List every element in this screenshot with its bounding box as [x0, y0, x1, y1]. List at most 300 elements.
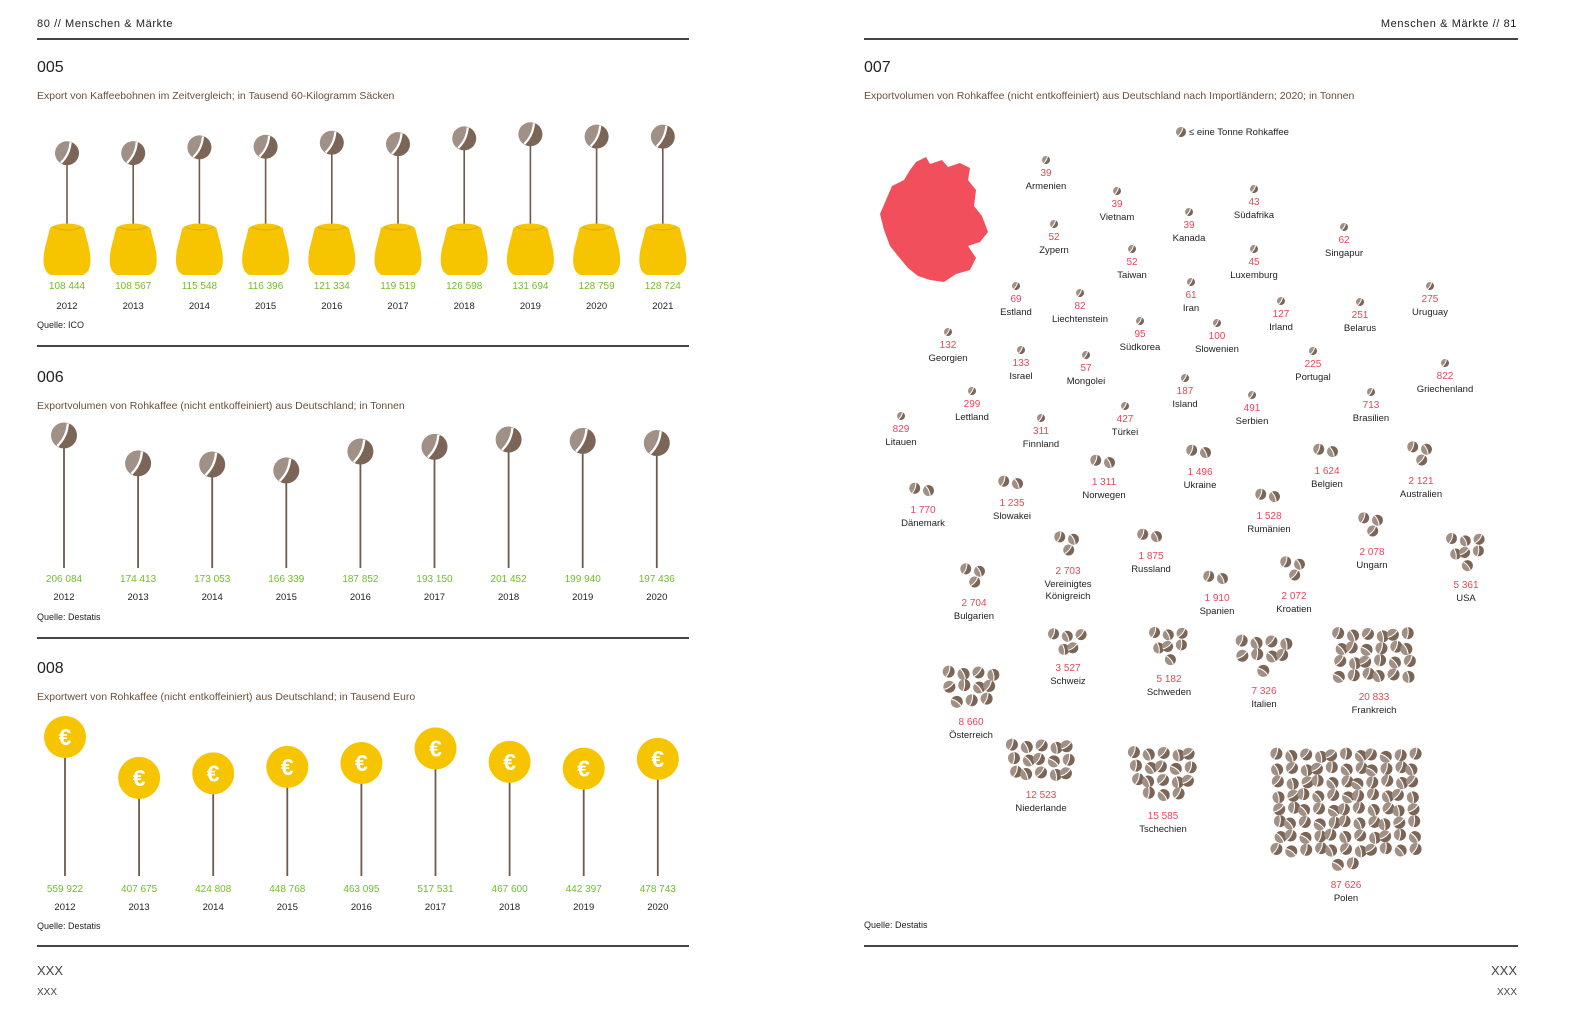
- legend-bean-icon: [1174, 125, 1188, 139]
- coffee-bean-icon: [1401, 627, 1414, 640]
- country-name: Estland: [1000, 307, 1032, 318]
- country-value: 2 072: [1281, 591, 1307, 603]
- country-name: Belgien: [1311, 479, 1343, 491]
- year-label: 2020: [586, 301, 608, 312]
- country-marker: [1249, 244, 1260, 255]
- country-name: Griechenland: [1416, 384, 1474, 395]
- country-marker: [1075, 288, 1086, 299]
- year-label: 2020: [646, 592, 668, 603]
- country-marker: [1355, 297, 1366, 308]
- value-label: 478 743: [639, 884, 676, 895]
- coffee-bean-icon: [1049, 219, 1060, 230]
- coffee-bean-icon: [1471, 532, 1486, 547]
- coffee-bean-icon: [1081, 350, 1092, 361]
- coffee-bean-icon: [967, 386, 978, 397]
- value-label: 166 339: [268, 574, 305, 585]
- coffee-bean-icon: [1053, 530, 1067, 544]
- coffee-bean-icon: [1036, 413, 1047, 424]
- coffee-bean-icon: [269, 453, 304, 488]
- coffee-bean-icon: [1269, 773, 1286, 790]
- coffee-bean-icon: [1374, 641, 1389, 656]
- country-name: Frankreich: [1351, 704, 1397, 716]
- country-value: 100: [1208, 331, 1226, 342]
- svg-text:€: €: [355, 750, 368, 777]
- country-marker: [959, 562, 987, 590]
- coffee-bean-icon: [581, 121, 613, 153]
- year-label: 2012: [54, 902, 76, 913]
- coffee-bean-icon: [1406, 440, 1420, 454]
- country-name: Vietnam: [1099, 212, 1135, 223]
- coffee-bean-icon: [1149, 529, 1164, 544]
- section-subtitle-005: Export von Kaffeebohnen im Zeitvergleich; in Tausend 60-Kilogramm Säcken: [37, 90, 395, 102]
- year-label: 2017: [387, 301, 409, 312]
- coffee-bean-icon: [1155, 771, 1172, 788]
- coffee-bean-icon: [941, 678, 958, 695]
- coffee-bean-icon: [958, 679, 971, 692]
- country-marker: [1136, 527, 1164, 544]
- country-name: Dänemark: [901, 518, 945, 530]
- country-value: 829: [892, 424, 910, 435]
- source-008: Quelle: Destatis: [37, 921, 101, 931]
- country-marker: [1089, 453, 1117, 470]
- coffee-bean-icon: [1174, 626, 1189, 641]
- coffee-bean-icon: [1332, 652, 1349, 669]
- coffee-bean-icon: [1279, 637, 1293, 651]
- country-value: 187: [1176, 386, 1194, 397]
- country-marker: [1308, 346, 1319, 357]
- coffee-bean-icon: [908, 481, 922, 495]
- coffee-bean-icon: [1046, 627, 1060, 641]
- coffee-bean-icon: [1402, 653, 1418, 669]
- country-value: 311: [1033, 426, 1049, 437]
- country-marker: [1440, 358, 1451, 369]
- coffee-bean-icon: [1419, 442, 1434, 457]
- coffee-bean-icon: [1308, 346, 1319, 357]
- section-subtitle-007: Exportvolumen von Rohkaffee (nicht entkoffeiniert) aus Deutschland nach Importländern; 2020; in Tonnen: [864, 90, 1355, 102]
- coffee-sack-icon: [639, 224, 686, 276]
- coffee-bean-icon: [1283, 843, 1300, 860]
- year-label: 2021: [652, 301, 674, 312]
- value-label: 108 444: [48, 281, 86, 292]
- coffee-sack-icon: [573, 224, 620, 276]
- coffee-bean-icon: [250, 131, 282, 163]
- country-name: Spanien: [1199, 606, 1235, 618]
- coffee-sack-icon: [176, 224, 223, 276]
- country-marker: [1004, 737, 1076, 782]
- country-value: 491: [1243, 403, 1261, 414]
- coffee-bean-icon: [1297, 829, 1314, 846]
- country-value: 82: [1074, 301, 1086, 312]
- coffee-bean-icon: [1007, 752, 1020, 765]
- coffee-bean-icon: [896, 411, 907, 422]
- country-name: Slowenien: [1195, 344, 1239, 355]
- country-name: Russland: [1131, 564, 1171, 576]
- value-label: 173 053: [194, 574, 231, 585]
- country-name: Lettland: [955, 412, 989, 423]
- year-label: 2014: [201, 592, 223, 603]
- coffee-bean-icon: [47, 418, 82, 453]
- coffee-bean-icon: [1263, 633, 1280, 650]
- country-value: 45: [1248, 257, 1260, 268]
- country-marker: [1011, 281, 1022, 292]
- coffee-bean-icon: [117, 137, 149, 169]
- country-marker: [1234, 633, 1293, 679]
- country-marker: [1254, 487, 1282, 504]
- value-label: 201 452: [490, 574, 527, 585]
- country-marker: [1127, 244, 1138, 255]
- coffee-bean-icon: [1251, 648, 1264, 661]
- country-marker: [1053, 530, 1081, 558]
- footer-right-sub: XXX: [1496, 987, 1517, 998]
- source-006: Quelle: Destatis: [37, 612, 101, 622]
- country-name: Taiwan: [1117, 270, 1147, 281]
- year-label: 2018: [498, 592, 520, 603]
- value-label: 448 768: [269, 884, 306, 895]
- country-value: 95: [1134, 329, 1146, 340]
- country-value: 52: [1126, 257, 1138, 268]
- coffee-bean-icon: [1345, 856, 1360, 871]
- country-value: 69: [1010, 294, 1022, 305]
- coffee-bean-icon: [1379, 842, 1392, 855]
- year-label: 2013: [122, 301, 144, 312]
- year-label: 2015: [276, 902, 298, 913]
- coffee-bean-icon: [1393, 828, 1406, 841]
- country-name: Zypern: [1039, 245, 1069, 256]
- country-value: 61: [1185, 290, 1197, 301]
- coffee-bean-icon: [1440, 358, 1451, 369]
- coffee-bean-icon: [1460, 558, 1475, 573]
- coffee-sack-icon: [308, 224, 355, 276]
- value-label: 128 724: [644, 281, 681, 292]
- coffee-bean-icon: [1405, 801, 1422, 818]
- year-label: 2018: [453, 301, 475, 312]
- country-marker: [1046, 627, 1088, 656]
- coffee-bean-icon: [1041, 155, 1052, 166]
- svg-text:€: €: [503, 748, 516, 775]
- country-name: Niederlande: [1015, 802, 1067, 814]
- coffee-bean-icon: [1186, 277, 1197, 288]
- country-value: 12 523: [1025, 789, 1057, 801]
- country-value: 2 121: [1408, 476, 1434, 488]
- country-value: 2 704: [961, 598, 987, 610]
- coffee-bean-icon: [1330, 625, 1345, 640]
- country-name: Südafrika: [1233, 210, 1275, 221]
- coffee-bean-icon: [1312, 442, 1326, 456]
- chart-008: [0, 710, 700, 882]
- coffee-bean-icon: [1425, 281, 1436, 292]
- value-label: 463 095: [343, 884, 380, 895]
- coffee-bean-icon: [1311, 816, 1328, 833]
- coffee-bean-icon: [1212, 318, 1223, 329]
- coffee-bean-icon: [1298, 746, 1315, 763]
- coffee-sack-icon: [507, 224, 554, 276]
- coffee-bean-icon: [640, 426, 675, 461]
- value-label: 424 808: [195, 884, 232, 895]
- coffee-bean-icon: [1255, 662, 1272, 679]
- coffee-bean-icon: [448, 122, 480, 154]
- coffee-bean-icon: [1283, 748, 1299, 764]
- year-label: 2019: [519, 301, 541, 312]
- year-label: 2017: [424, 902, 447, 913]
- country-value: 5 361: [1453, 580, 1479, 592]
- coffee-bean-icon: [1127, 244, 1138, 255]
- section-number-008: 008: [37, 660, 64, 677]
- value-label: 442 397: [565, 884, 602, 895]
- coffee-bean-icon: [514, 118, 546, 150]
- euro-coin-icon: [266, 746, 308, 788]
- value-label: 116 396: [247, 281, 284, 292]
- country-name: Mongolei: [1066, 376, 1106, 387]
- country-value: 3 527: [1055, 663, 1081, 675]
- country-value: 62: [1338, 235, 1350, 246]
- country-value: 8 660: [958, 716, 984, 728]
- coffee-bean-icon: [1311, 800, 1327, 816]
- euro-coin-icon: [340, 742, 382, 784]
- coffee-bean-icon: [1299, 842, 1314, 857]
- coffee-bean-icon: [1393, 748, 1408, 763]
- country-value: 127: [1272, 309, 1290, 320]
- country-value: 132: [939, 340, 957, 351]
- country-name: Polen: [1333, 892, 1359, 904]
- country-name: Island: [1172, 399, 1198, 410]
- coffee-bean-icon: [1102, 455, 1117, 470]
- coffee-bean-icon: [1366, 387, 1377, 398]
- country-name: Iran: [1182, 303, 1200, 314]
- country-value: 1 528: [1256, 511, 1282, 523]
- coffee-bean-icon: [1129, 759, 1142, 772]
- coffee-bean-icon: [1155, 744, 1172, 761]
- coffee-bean-icon: [1472, 545, 1484, 557]
- value-label: 126 598: [446, 281, 483, 292]
- section-rule-008: [37, 945, 689, 947]
- country-name: Finnland: [1022, 439, 1060, 450]
- coffee-bean-icon: [1355, 297, 1366, 308]
- value-label: 131 694: [512, 281, 549, 292]
- country-marker: [1366, 387, 1377, 398]
- year-label: 2012: [56, 301, 78, 312]
- coffee-bean-icon: [1198, 445, 1213, 460]
- coffee-bean-icon: [1155, 787, 1172, 804]
- year-label: 2016: [350, 902, 372, 913]
- header-rule-left: [37, 38, 689, 40]
- country-value: 1 770: [910, 505, 936, 517]
- value-label: 199 940: [564, 574, 601, 585]
- coffee-bean-icon: [1325, 761, 1338, 774]
- coffee-bean-icon: [1330, 668, 1347, 685]
- coffee-bean-icon: [1406, 790, 1420, 804]
- coffee-bean-icon: [1444, 531, 1458, 545]
- value-label: 467 600: [491, 884, 528, 895]
- coffee-bean-icon: [1061, 752, 1076, 767]
- country-marker: [1081, 350, 1092, 361]
- country-name: Kroatien: [1276, 604, 1312, 616]
- source-007: Quelle: Destatis: [864, 920, 928, 930]
- country-value: 57: [1080, 363, 1092, 374]
- coffee-bean-icon: [183, 131, 215, 163]
- country-name: Brasilien: [1352, 413, 1390, 424]
- coffee-bean-icon: [1292, 557, 1307, 572]
- year-label: 2020: [647, 902, 669, 913]
- coffee-sack-icon: [110, 224, 157, 276]
- coffee-bean-icon: [964, 693, 979, 708]
- year-label: 2014: [202, 902, 224, 913]
- country-name: Armenien: [1025, 181, 1067, 192]
- coffee-bean-icon: [1339, 222, 1350, 233]
- coffee-bean-icon: [948, 693, 965, 710]
- coffee-bean-icon: [1297, 814, 1313, 830]
- legend-label: ≤ eine Tonne Rohkaffee: [1189, 127, 1289, 138]
- coffee-bean-icon: [1089, 453, 1103, 467]
- source-005: Quelle: ICO: [37, 320, 85, 330]
- country-name: Luxemburg: [1230, 270, 1278, 281]
- coffee-bean-icon: [1011, 281, 1022, 292]
- coffee-bean-icon: [1286, 777, 1300, 791]
- coffee-sack-icon: [44, 224, 91, 276]
- country-value: 5 182: [1156, 674, 1182, 686]
- coffee-bean-icon: [1408, 815, 1421, 828]
- country-marker: [1202, 569, 1230, 586]
- coffee-bean-icon: [1352, 827, 1369, 844]
- value-label: 115 548: [181, 281, 218, 292]
- coffee-bean-icon: [1310, 788, 1327, 805]
- coffee-bean-icon: [1272, 790, 1286, 804]
- value-label: 121 334: [313, 281, 350, 292]
- coffee-bean-icon: [1183, 760, 1198, 775]
- country-marker: [1180, 373, 1191, 384]
- country-name: Schweden: [1146, 687, 1192, 699]
- coffee-bean-icon: [1407, 841, 1423, 857]
- coffee-bean-icon: [1234, 647, 1251, 664]
- country-marker: [1112, 186, 1123, 197]
- coffee-bean-icon: [1135, 316, 1146, 327]
- coffee-bean-icon: [1269, 762, 1285, 778]
- country-marker: [908, 481, 936, 498]
- coffee-bean-icon: [1247, 390, 1258, 401]
- country-value: 2 078: [1359, 547, 1385, 559]
- country-name: Portugal: [1295, 372, 1331, 383]
- coffee-sack-icon: [441, 224, 488, 276]
- country-value: 251: [1351, 310, 1369, 321]
- coffee-bean-icon: [1136, 527, 1150, 541]
- country-marker: [1186, 277, 1197, 288]
- coffee-bean-icon: [1276, 296, 1287, 307]
- country-value: 43: [1248, 197, 1260, 208]
- coffee-bean-icon: [1269, 746, 1284, 761]
- coffee-bean-icon: [1284, 759, 1301, 776]
- section-number-007: 007: [864, 59, 891, 76]
- coffee-bean-icon: [647, 121, 679, 153]
- svg-text:€: €: [429, 735, 442, 762]
- coffee-bean-icon: [1163, 652, 1178, 667]
- country-value: 15 585: [1147, 810, 1179, 822]
- coffee-bean-icon: [979, 691, 994, 706]
- country-marker: [1268, 746, 1424, 873]
- coffee-bean-icon: [1386, 654, 1403, 671]
- coffee-bean-icon: [1408, 746, 1423, 761]
- coffee-bean-icon: [1170, 785, 1186, 801]
- coffee-bean-icon: [1359, 625, 1376, 642]
- coffee-bean-icon: [1126, 744, 1141, 759]
- country-marker: [1312, 442, 1340, 459]
- coffee-bean-icon: [1366, 802, 1382, 818]
- coffee-bean-icon: [1175, 639, 1187, 651]
- country-marker: [997, 474, 1025, 491]
- country-name: Georgien: [928, 353, 968, 364]
- euro-coin-icon: [44, 716, 86, 758]
- coffee-bean-icon: [1339, 747, 1352, 760]
- value-label: 559 922: [46, 884, 84, 895]
- country-name: Kanada: [1172, 233, 1206, 244]
- coffee-bean-icon: [1202, 569, 1216, 583]
- country-value: 1 875: [1138, 551, 1164, 563]
- coffee-bean-icon: [1345, 628, 1361, 644]
- coffee-bean-icon: [1337, 802, 1352, 817]
- country-name: Rumänien: [1247, 524, 1291, 536]
- country-value: 1 311: [1091, 477, 1117, 489]
- year-label: 2019: [573, 902, 595, 913]
- country-name: Singapur: [1324, 248, 1364, 259]
- country-name: Irland: [1269, 322, 1293, 333]
- coffee-bean-icon: [1019, 739, 1035, 755]
- coffee-bean-icon: [1337, 829, 1353, 845]
- coffee-bean-icon: [972, 564, 987, 579]
- coffee-bean-icon: [1311, 774, 1324, 787]
- coffee-bean-icon: [1338, 840, 1355, 857]
- country-name: Österreich: [949, 729, 993, 741]
- country-value: 52: [1048, 232, 1060, 243]
- value-label: 407 675: [121, 884, 158, 895]
- coffee-bean-icon: [986, 668, 1000, 682]
- coffee-bean-icon: [382, 128, 414, 160]
- euro-coin-icon: [192, 752, 234, 794]
- country-marker: [1016, 345, 1027, 356]
- country-marker: [1444, 531, 1486, 573]
- coffee-bean-icon: [1365, 775, 1380, 790]
- coffee-bean-icon: [1180, 373, 1191, 384]
- section-subtitle-006: Exportvolumen von Rohkaffee (nicht entkoffeiniert) aus Deutschland; in Tonnen: [37, 400, 405, 412]
- coffee-bean-icon: [1060, 629, 1075, 644]
- coffee-bean-icon: [1357, 511, 1371, 525]
- coffee-bean-icon: [1406, 829, 1423, 846]
- country-name: Ungarn: [1356, 560, 1388, 572]
- coffee-bean-icon: [997, 474, 1011, 488]
- coffee-bean-icon: [1271, 801, 1288, 818]
- value-label: 517 531: [417, 884, 454, 895]
- section-rule-006: [37, 637, 689, 639]
- country-marker: [1135, 316, 1146, 327]
- country-marker: [1330, 625, 1418, 685]
- country-value: 1 910: [1204, 593, 1230, 605]
- country-name: Australien: [1399, 489, 1443, 501]
- coffee-bean-icon: [565, 424, 600, 459]
- year-label: 2013: [127, 592, 149, 603]
- year-label: 2012: [53, 592, 75, 603]
- year-label: 2018: [499, 902, 521, 913]
- country-name: Tschechien: [1139, 823, 1187, 835]
- page-header-right: Menschen & Märkte // 81: [1380, 18, 1517, 30]
- country-value: 39: [1040, 168, 1052, 179]
- country-name: Uruguay: [1412, 307, 1448, 318]
- country-value: 133: [1012, 358, 1030, 369]
- country-name: Königreich: [1045, 591, 1091, 603]
- country-marker: [1049, 219, 1060, 230]
- coffee-bean-icon: [1324, 775, 1341, 792]
- svg-text:€: €: [651, 745, 665, 772]
- coffee-bean-icon: [1112, 186, 1123, 197]
- country-marker: [1184, 207, 1195, 218]
- coffee-bean-icon: [1004, 737, 1019, 752]
- value-label: 193 150: [416, 574, 453, 585]
